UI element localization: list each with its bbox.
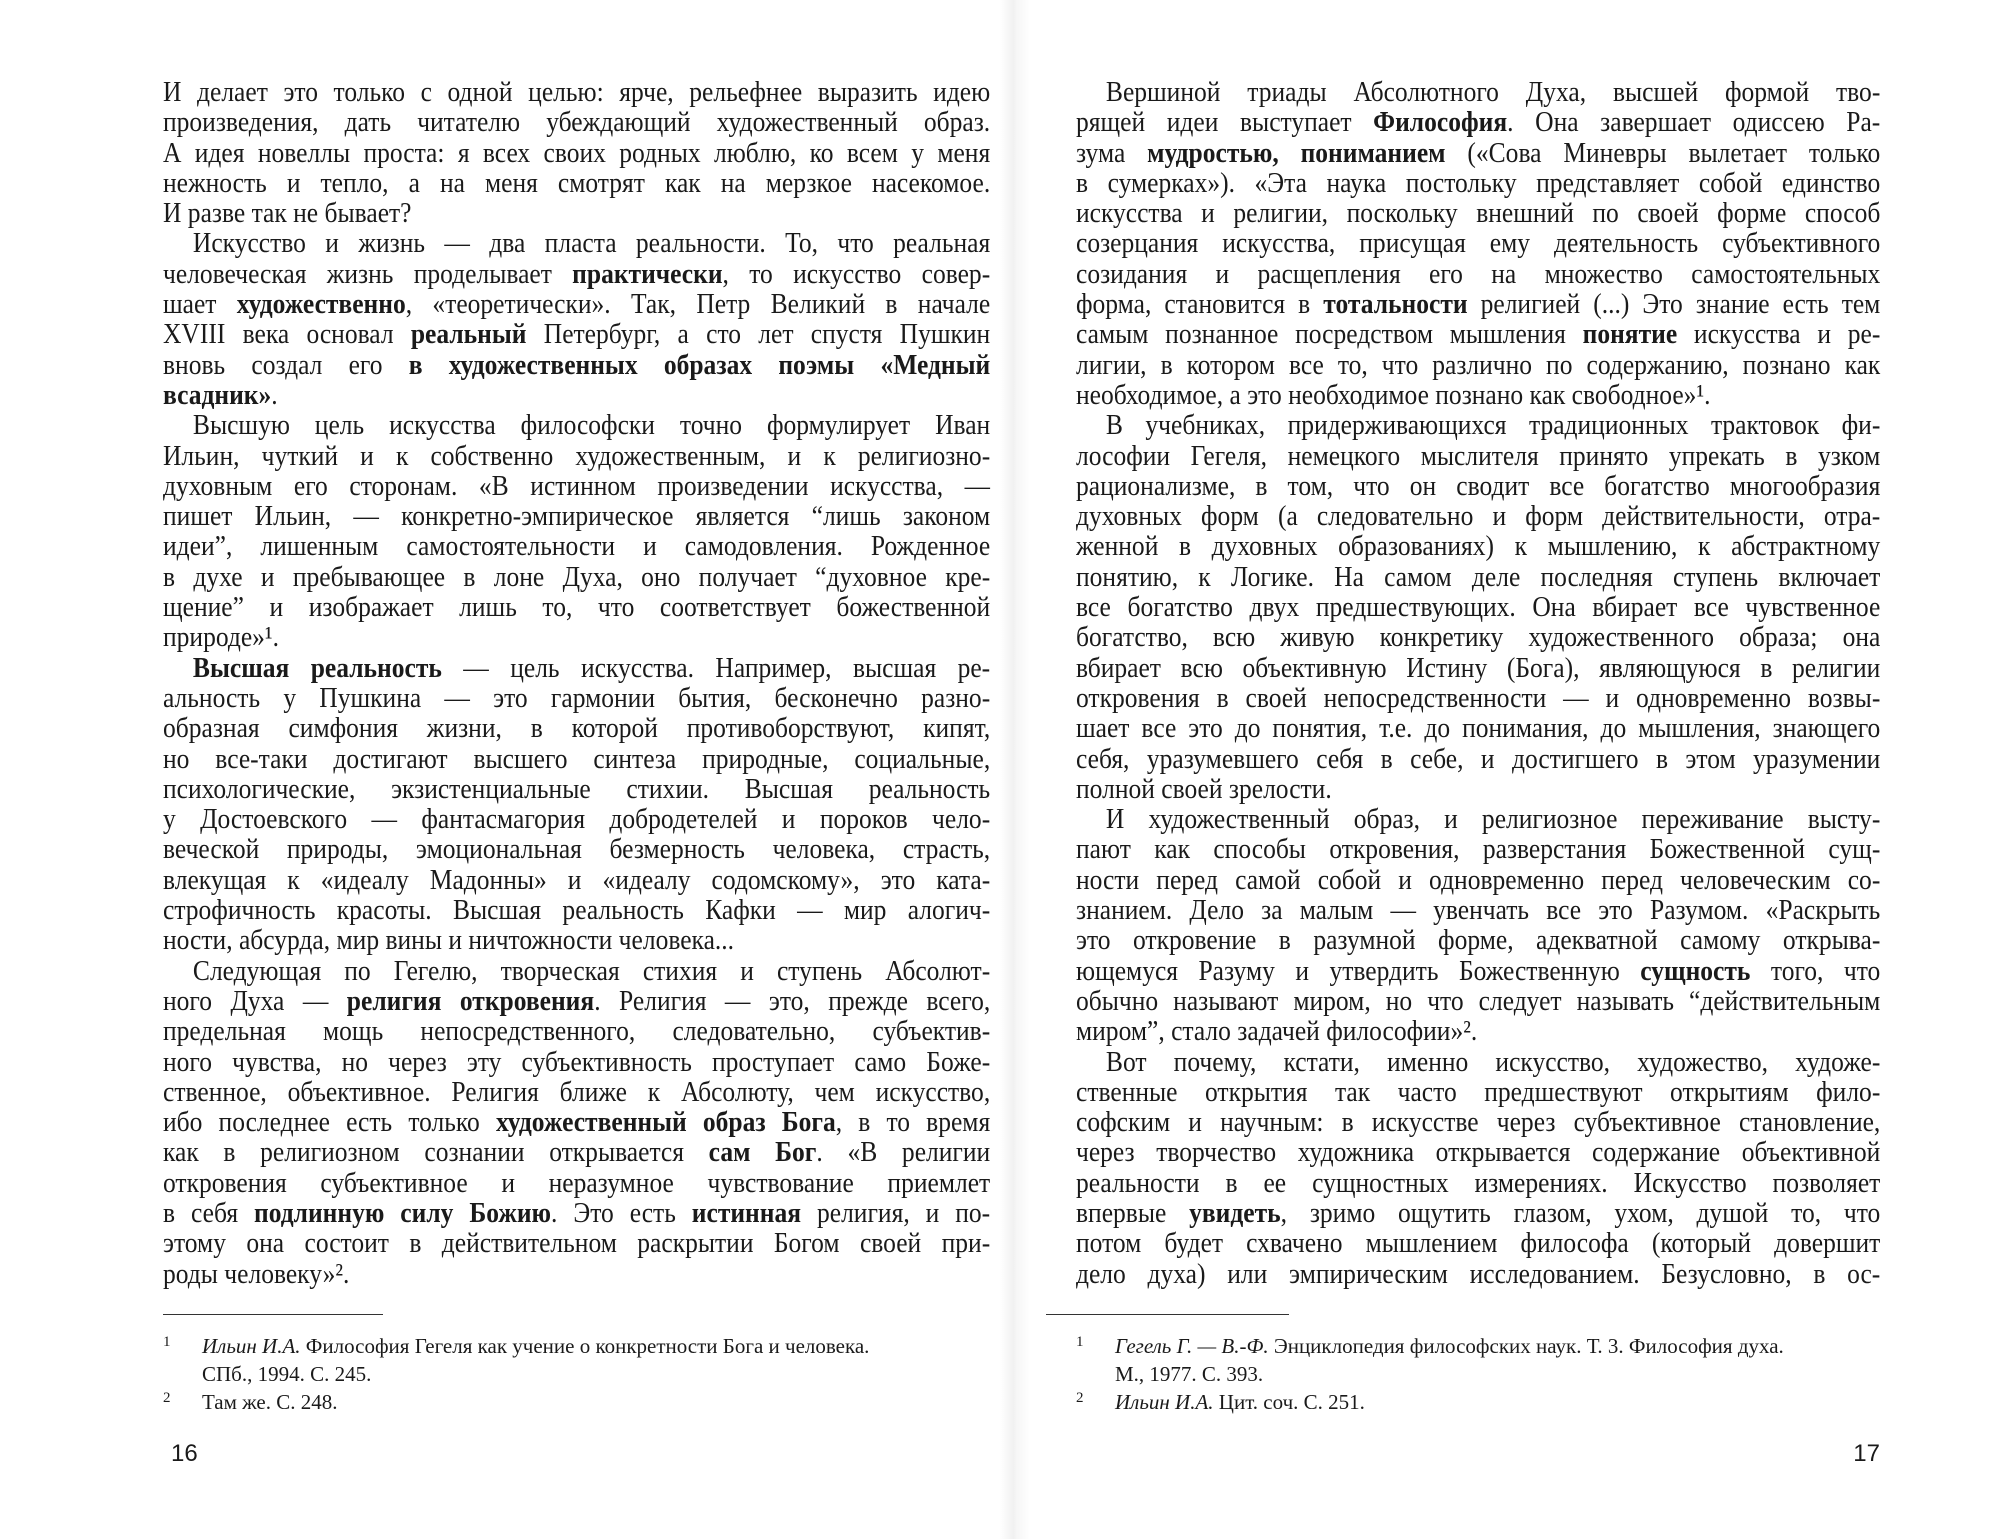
text-run: ющемуся Разуму и утвердить Божественную bbox=[1076, 955, 1641, 986]
bold-term: увидеть bbox=[1189, 1197, 1281, 1229]
text-run: произведения, дать читателю убеждающий художественный образ. bbox=[163, 107, 991, 138]
text-line bbox=[163, 865, 990, 895]
footnote-line bbox=[1115, 1388, 1880, 1416]
text-run: но все-таки достигают высшего синтеза природные, социальные, bbox=[163, 743, 991, 774]
text-run: искусства и ре- bbox=[1677, 319, 1881, 350]
text-line bbox=[163, 198, 990, 228]
text-line bbox=[1076, 350, 1880, 380]
text-line bbox=[1076, 834, 1880, 864]
text-run: это откровение в разумной форме, адекватной самому открыва- bbox=[1076, 925, 1881, 956]
text-run: . Это есть bbox=[551, 1197, 692, 1229]
text-line bbox=[163, 956, 990, 986]
text-line bbox=[163, 1228, 990, 1258]
text-run: Петербург, а сто лет спустя Пушкин bbox=[526, 319, 991, 350]
text-line bbox=[163, 259, 990, 289]
text-line bbox=[163, 350, 990, 380]
text-line bbox=[163, 289, 990, 319]
bold-term: тотальности bbox=[1323, 289, 1468, 320]
text-line bbox=[1076, 441, 1880, 471]
text-run: ственное, объективное. Религия ближе к Абсолюту, чем искусство, bbox=[163, 1076, 991, 1108]
text-line bbox=[1076, 865, 1880, 895]
text-run: в сумерках»). «Эта наука постольку представляет собой единство bbox=[1076, 167, 1881, 199]
text-line bbox=[1076, 774, 1880, 804]
text-run: роды человеку»². bbox=[163, 1258, 350, 1289]
text-run: обычно называют миром, но что следует называть “действительным bbox=[1076, 985, 1881, 1017]
bold-term: сам Бог bbox=[708, 1137, 817, 1168]
bold-term: истинная bbox=[691, 1197, 802, 1229]
author-name: Гегель Г. — В.-Ф. bbox=[1115, 1334, 1269, 1358]
text-run: Там же. С. 248. bbox=[202, 1390, 338, 1414]
text-run: софским и научным: в искусстве через субъективное становление, bbox=[1076, 1107, 1881, 1138]
footnote-number: 2 bbox=[163, 1390, 171, 1406]
text-run: пают как способы откровения, разверстания Божественной сущ- bbox=[1076, 834, 1881, 865]
text-run: рящей идеи выступает bbox=[1076, 107, 1374, 138]
text-run: потом будет схвачено мышлением философа (который довершит bbox=[1076, 1228, 1881, 1259]
text-run: Высшую цель искусства философски точно формулирует Иван bbox=[192, 410, 991, 441]
text-run: . «В религии bbox=[816, 1137, 991, 1168]
footnote-line bbox=[1115, 1332, 1880, 1360]
text-run: форма, становится в bbox=[1076, 289, 1324, 320]
body-text bbox=[1076, 77, 1880, 1289]
text-run: необходимое, а это необходимое познано как свободное»¹. bbox=[1076, 379, 1711, 411]
footnote bbox=[1076, 1388, 1880, 1416]
text-line bbox=[163, 986, 990, 1016]
text-run: ного Духа — bbox=[163, 985, 347, 1017]
text-line bbox=[163, 107, 990, 137]
text-run: И художественный образ, и религиозное переживание высту- bbox=[1105, 804, 1881, 835]
text-run: шает все это до понятия, т.е. до понимания, до мышления, знающего bbox=[1076, 713, 1881, 744]
text-line bbox=[1076, 1077, 1880, 1107]
text-run: ного чувства, но через эту субъективность проступает само Боже- bbox=[163, 1046, 991, 1077]
text-run: вбирает всю объективную Истину (Бога), являющуюся в религии bbox=[1076, 652, 1881, 683]
text-run: пишет Ильин, — конкретно-эмпирическое является “лишь законом bbox=[163, 501, 991, 532]
text-line bbox=[163, 531, 990, 561]
text-run: ственные открытия так часто предшествуют открытиям фило- bbox=[1076, 1076, 1881, 1108]
text-run: религия, и по- bbox=[801, 1197, 991, 1229]
text-run: духовных форм (а следовательно и форм действительности, отра- bbox=[1076, 501, 1881, 532]
bold-term: подлинную силу Божию bbox=[254, 1197, 552, 1229]
text-run: впервые bbox=[1076, 1197, 1190, 1229]
book-gutter bbox=[1000, 0, 1030, 1539]
text-run: вновь создал его bbox=[163, 349, 409, 380]
text-line bbox=[1076, 168, 1880, 198]
footnote-separator bbox=[163, 1314, 383, 1315]
text-line bbox=[1076, 1016, 1880, 1046]
text-run: веческой природы, эмоциональная безмерность человека, страсть, bbox=[163, 834, 991, 865]
text-run: откровения в своей непосредственности — и одновременно возвы- bbox=[1076, 682, 1881, 714]
footnote-number: 1 bbox=[163, 1334, 171, 1350]
text-line bbox=[1076, 259, 1880, 289]
author-name: Ильин И.А. bbox=[202, 1334, 301, 1358]
text-run: зума bbox=[1076, 137, 1148, 168]
text-run: , зримо ощутить глазом, ухом, душой то, что bbox=[1280, 1197, 1881, 1229]
text-run: все богатство двух предшествующих. Она вбирает все чувственное bbox=[1076, 592, 1881, 623]
text-run: себя, уразумевшего себя в себе, и достигшего в этом уразумении bbox=[1076, 743, 1881, 774]
text-run: понятию, к Логике. На самом деле последняя ступень включает bbox=[1076, 561, 1881, 593]
text-line bbox=[1076, 1168, 1880, 1198]
text-line bbox=[163, 562, 990, 592]
text-run: шает bbox=[163, 289, 237, 320]
text-run: В учебниках, придерживающихся традиционных трактовок фи- bbox=[1105, 410, 1881, 441]
text-line bbox=[1076, 925, 1880, 955]
text-line bbox=[163, 441, 990, 471]
text-line bbox=[1076, 471, 1880, 501]
text-run: женной в духовных образованиях) к мышлению, к абстрактному bbox=[1076, 531, 1881, 562]
text-run: у Достоевского — фантасмагория добродетелей и пороков чело- bbox=[163, 804, 991, 835]
footnote-number: 1 bbox=[1076, 1334, 1084, 1350]
text-line bbox=[1076, 198, 1880, 228]
footnote bbox=[163, 1388, 990, 1416]
text-line bbox=[163, 895, 990, 925]
text-line bbox=[163, 1168, 990, 1198]
text-line bbox=[163, 744, 990, 774]
bold-term: понятие bbox=[1582, 319, 1678, 350]
footnote-separator bbox=[1046, 1314, 1289, 1315]
footnotes bbox=[163, 1332, 990, 1416]
bold-term: реальный bbox=[410, 319, 527, 350]
text-line bbox=[1076, 895, 1880, 925]
text-run: нежность и тепло, а на меня смотрят как на мерзкое насекомое. bbox=[163, 167, 991, 199]
text-line bbox=[163, 653, 990, 683]
text-run: полной своей зрелости. bbox=[1076, 773, 1332, 805]
text-line bbox=[163, 380, 990, 410]
text-line bbox=[163, 1198, 990, 1228]
text-line bbox=[163, 319, 990, 349]
text-run: — цель искусства. Например, высшая ре- bbox=[441, 652, 991, 683]
text-run: лигии, в котором все то, что различно по содержанию, познано как bbox=[1076, 349, 1881, 380]
text-run: СПб., 1994. С. 245. bbox=[202, 1362, 372, 1386]
page-number: 17 bbox=[1853, 1440, 1880, 1467]
text-line bbox=[1076, 380, 1880, 410]
text-run: Вот почему, кстати, именно искусство, художество, художе- bbox=[1105, 1046, 1881, 1077]
text-line bbox=[163, 77, 990, 107]
text-line bbox=[163, 1137, 990, 1167]
text-line bbox=[1076, 1137, 1880, 1167]
text-run: строфичность красоты. Высшая реальность Кафки — мир алогич- bbox=[163, 895, 991, 926]
text-run: реальности в ее сущностных измерениях. Искусство позволяет bbox=[1076, 1167, 1881, 1198]
bold-term: Высшая реальность bbox=[192, 652, 442, 683]
text-run: в духе и пребывающее в лоне Духа, оно получает “духовное кре- bbox=[163, 561, 991, 593]
text-line bbox=[163, 834, 990, 864]
text-line bbox=[1076, 410, 1880, 440]
text-run: влекущая к «идеалу Мадонны» и «идеалу содомскому», это ката- bbox=[163, 864, 991, 896]
text-run: рационализме, в том, что он сводит все богатство многообразия bbox=[1076, 470, 1881, 502]
text-line bbox=[163, 713, 990, 743]
text-line bbox=[1076, 77, 1880, 107]
text-run: самым познанное посредством мышления bbox=[1076, 319, 1583, 350]
text-line bbox=[1076, 744, 1880, 774]
text-line bbox=[163, 622, 990, 652]
text-run: Искусство и жизнь — два пласта реальности. То, что реальная bbox=[192, 228, 991, 259]
bold-term: художественно bbox=[236, 289, 406, 320]
footnote-line bbox=[202, 1388, 990, 1416]
text-line bbox=[1076, 562, 1880, 592]
bold-term: всадник» bbox=[163, 379, 272, 411]
text-run: Следующая по Гегелю, творческая стихия и ступень Абсолют- bbox=[192, 955, 991, 986]
text-run: знанием. Дело за малым — увенчать все это Разумом. «Раскрыть bbox=[1076, 895, 1881, 926]
text-line bbox=[1076, 138, 1880, 168]
page-number: 16 bbox=[171, 1440, 198, 1467]
text-line bbox=[1076, 107, 1880, 137]
footnote bbox=[163, 1332, 990, 1388]
text-line bbox=[1076, 986, 1880, 1016]
text-line bbox=[1076, 531, 1880, 561]
text-run: как в религиозном сознании открывается bbox=[163, 1137, 709, 1168]
text-run: религией (...) Это знание есть тем bbox=[1467, 289, 1881, 320]
text-run: идеи”, лишенным самостоятельности и самодовления. Рожденное bbox=[163, 531, 991, 562]
text-run: . Религия — это, прежде всего, bbox=[594, 985, 991, 1017]
bold-term: Философия bbox=[1373, 107, 1508, 138]
body-text bbox=[163, 77, 990, 1289]
text-line bbox=[163, 592, 990, 622]
text-run: И делает это только с одной целью: ярче, рельефнее выразить идею bbox=[163, 77, 991, 108]
text-line bbox=[1076, 289, 1880, 319]
text-run: искусства и религии, поскольку внешний по своей форме способ bbox=[1076, 198, 1881, 229]
text-line bbox=[1076, 592, 1880, 622]
text-line bbox=[1076, 1107, 1880, 1137]
text-run: откровения субъективное и неразумное чувствование приемлет bbox=[163, 1167, 991, 1198]
text-run: А идея новеллы проста: я всех своих родных люблю, ко всем у меня bbox=[163, 137, 991, 168]
text-run: миром”, стало задачей философии»². bbox=[1076, 1016, 1478, 1047]
text-run: того, что bbox=[1750, 955, 1881, 986]
text-line bbox=[1076, 713, 1880, 743]
text-run: созерцания искусства, присущая ему деятельность субъективного bbox=[1076, 228, 1881, 259]
text-line bbox=[163, 228, 990, 258]
text-run: ности, абсурда, мир вины и ничтожности человека... bbox=[163, 925, 735, 956]
text-line bbox=[1076, 653, 1880, 683]
text-run: предельная мощь непосредственного, следовательно, субъектив- bbox=[163, 1016, 991, 1047]
text-line bbox=[1076, 1228, 1880, 1258]
text-line bbox=[163, 925, 990, 955]
text-run: . bbox=[271, 379, 278, 411]
text-line bbox=[1076, 228, 1880, 258]
text-run: , то искусство совер- bbox=[722, 258, 991, 290]
bold-term: практически bbox=[572, 258, 723, 290]
text-line bbox=[163, 1107, 990, 1137]
text-line bbox=[163, 410, 990, 440]
text-line bbox=[163, 168, 990, 198]
page-left bbox=[163, 0, 990, 1539]
footnote-line bbox=[202, 1332, 990, 1360]
footnote bbox=[1076, 1332, 1880, 1388]
text-line bbox=[163, 501, 990, 531]
text-line bbox=[1076, 804, 1880, 834]
text-run: в себя bbox=[163, 1197, 255, 1229]
text-run: , «теоретически». Так, Петр Великий в начале bbox=[405, 289, 991, 320]
bold-term: сущность bbox=[1640, 955, 1751, 986]
text-run: И разве так не бывает? bbox=[163, 198, 412, 229]
text-run: Философия Гегеля как учение о конкретности Бога и человека. bbox=[300, 1334, 870, 1358]
text-line bbox=[163, 683, 990, 713]
text-run: . Она завершает одиссею Ра- bbox=[1507, 107, 1881, 138]
text-line bbox=[1076, 1047, 1880, 1077]
text-line bbox=[163, 1077, 990, 1107]
text-run: созидания и расщепления его на множество самостоятельных bbox=[1076, 258, 1881, 290]
text-run: лософии Гегеля, немецкого мыслителя принято упрекать в узком bbox=[1076, 440, 1881, 471]
text-line bbox=[1076, 622, 1880, 652]
text-run: ибо последнее есть только bbox=[163, 1107, 496, 1138]
page-right bbox=[1076, 0, 1880, 1539]
footnote-number: 2 bbox=[1076, 1390, 1084, 1406]
text-line bbox=[1076, 1259, 1880, 1289]
text-run: альность у Пушкина — это гармонии бытия, бесконечно разно- bbox=[163, 682, 991, 714]
text-run: , в то время bbox=[835, 1107, 991, 1138]
text-run: Энциклопедия философских наук. Т. 3. Философия духа. bbox=[1268, 1334, 1784, 1358]
text-line bbox=[1076, 956, 1880, 986]
text-line bbox=[163, 1259, 990, 1289]
bold-term: в художественных образах поэмы «Медный bbox=[408, 349, 991, 380]
text-run: дело духа) или эмпирическим исследованием. Безусловно, в ос- bbox=[1076, 1258, 1881, 1289]
text-line bbox=[163, 471, 990, 501]
footnote-line bbox=[1115, 1360, 1880, 1388]
text-line bbox=[163, 774, 990, 804]
text-run: духовным его сторонам. «В истинном произведении искусства, — bbox=[163, 470, 991, 502]
text-run: М., 1977. С. 393. bbox=[1115, 1362, 1264, 1386]
text-run: Цит. соч. С. 251. bbox=[1213, 1390, 1365, 1414]
text-run: через творчество художника открывается содержание объективной bbox=[1076, 1137, 1881, 1168]
bold-term: художественный образ Бога bbox=[495, 1107, 836, 1138]
text-run: XVIII века основал bbox=[163, 319, 411, 350]
text-run: Вершиной триады Абсолютного Духа, высшей формой тво- bbox=[1105, 77, 1881, 108]
text-line bbox=[1076, 1198, 1880, 1228]
bold-term: мудростью, пониманием bbox=[1147, 137, 1446, 168]
text-run: («Сова Миневры вылетает только bbox=[1445, 137, 1881, 168]
text-run: природе»¹. bbox=[163, 622, 279, 653]
footnote-line bbox=[202, 1360, 990, 1388]
text-run: ности перед самой собой и одновременно перед человеческим со- bbox=[1076, 864, 1881, 896]
text-line bbox=[163, 1047, 990, 1077]
text-line bbox=[1076, 683, 1880, 713]
bold-term: религия откровения bbox=[346, 985, 595, 1017]
footnotes bbox=[1076, 1332, 1880, 1416]
text-run: Ильин, чуткий и к собственно художественным, и к религиозно- bbox=[163, 440, 991, 471]
author-name: Ильин И.А. bbox=[1115, 1390, 1214, 1414]
text-line bbox=[163, 1016, 990, 1046]
text-run: образная симфония жизни, в которой противоборствуют, кипят, bbox=[163, 713, 991, 744]
text-run: этому она состоит в действительном раскрытии Богом своей при- bbox=[163, 1228, 991, 1259]
text-line bbox=[1076, 501, 1880, 531]
text-line bbox=[1076, 319, 1880, 349]
text-run: богатство, всю живую конкретику художественного образа; она bbox=[1076, 622, 1881, 653]
text-run: человеческая жизнь проделывает bbox=[163, 258, 573, 290]
text-run: щение” и изображает лишь то, что соответствует божественной bbox=[163, 592, 991, 623]
text-line bbox=[163, 138, 990, 168]
text-line bbox=[163, 804, 990, 834]
text-run: психологические, экзистенциальные стихии. Высшая реальность bbox=[163, 773, 991, 805]
